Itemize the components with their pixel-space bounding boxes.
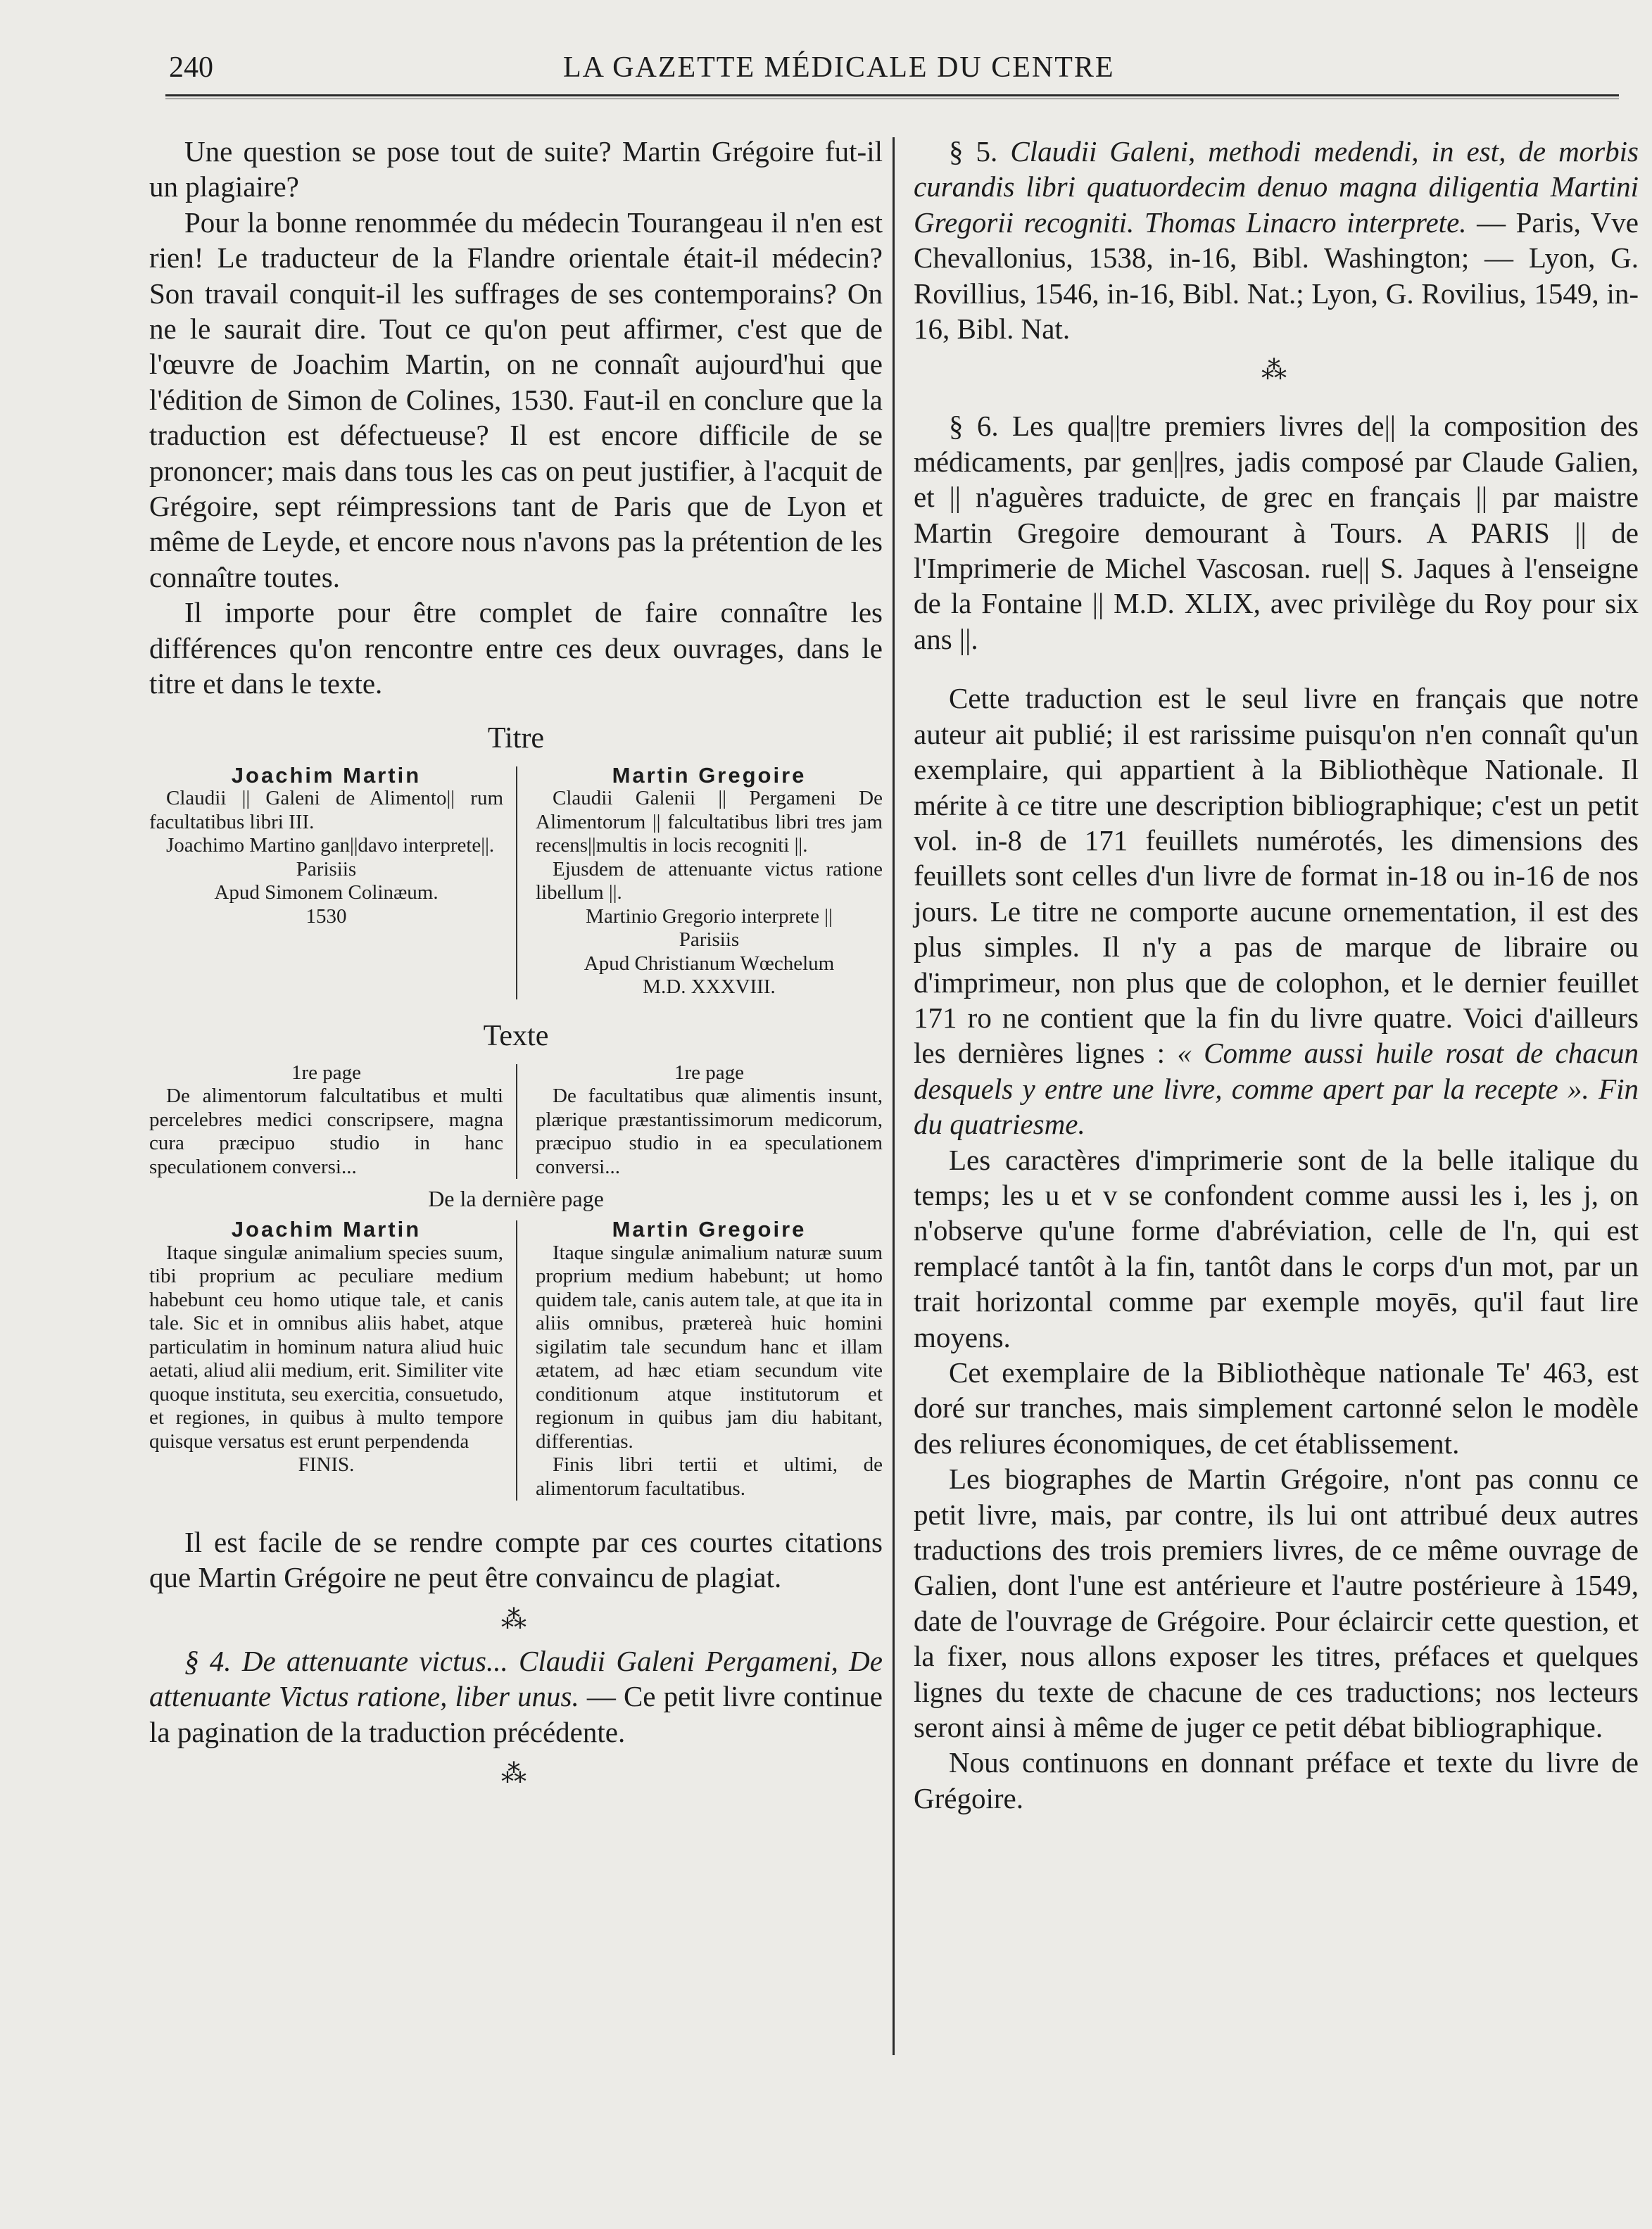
left-paragraph-5 (149, 1643, 883, 1750)
right-paragraph-2: § 6. Les qua||tre premiers livres de|| la composition des médicaments, par gen||res, jadis composé par Claude Galien, et || n'aguères traduicte, de grec en français || par maistre Martin Gregoire demourant à Tours. A PARIS || de l'Imprimerie de Michel Vascosan. rue|| S. Jaques à l'enseigne de la Fontaine || M.D. XLIX, avec privilège du Roy pour six ans ||. (914, 410, 1639, 655)
quotation-end: Fin du quatriesme. (914, 1072, 1639, 1141)
derniere-left-body: Itaque singulæ animalium species suum, tibi proprium ac peculiare medium habebunt ceu homo utique tale, et canis tale. Sic et in omnibus aliis habet, atque particulatim in hominum natura aliud huic aetati, aliud alii medium, erit. Similiter vite quoque instituta, seu exercitia, consuetudo, et regiones, in quibus à multo tempore quisque versatus est erunt perpendenda (149, 1241, 503, 1453)
derniere-heading: De la dernière page (428, 1186, 604, 1211)
section-4-text: — Ce petit livre continue la pagination de la traduction précédente. (149, 1680, 883, 1748)
left-paragraph-4: Il est facile de se rendre compte par ces courtes citations que Martin Grégoire ne peut être convaincu de plagiat. (149, 1526, 883, 1594)
titre-left-line-4: Apud Simonem Colinæum. (214, 881, 439, 904)
derniere-right-body: Itaque singulæ animalium naturæ suum proprium medium habebunt; ut homo quidem tale, canis autem tale, at que ita in aliis omnibus, prætereà huic homini sigilatim tale secundum hanc et illam ætatem, ad hæc etiam secundum vite conditionum atque institutorum et regionum in quibus jam diu habitant, differentias. (536, 1241, 883, 1453)
texte-right (516, 1061, 883, 1180)
right-paragraph-5: Cet exemplaire de la Bibliothèque nationale Te' 463, est doré sur tranches, mais simplement cartonné selon le modèle des reliures économiques, de cet établissement. (914, 1356, 1639, 1460)
section-4-title: § 4. De attenuante victus... Claudii Galeni Pergameni, De attenuante Victus ratione, liber unus. (149, 1644, 883, 1713)
left-paragraph-1: Une question se pose tout de suite? Martin Grégoire fut-il un plagiaire? (149, 135, 883, 203)
texte-comparison (149, 1061, 883, 1180)
right-paragraph-4: Les caractères d'imprimerie sont de la belle italique du temps; les u et v se confondent comme aussi les i, les j, on n'observe qu'une forme d'abréviation, celle de l'n, qui est remplacé tantôt à la fin, tantôt dans le corps d'un mot, par un trait horizontal comme par exemple moyēs, qu'il faut lire moyens. (914, 1143, 1639, 1353)
section-asterism: ⁂ (501, 1605, 531, 1634)
header-rule (165, 94, 1619, 96)
section-5-text: — Paris, Vve Chevallonius, 1538, in-16, Bibl. Washington; — Lyon, G. Rovillius, 1546, in-16, Bibl. Nat.; Lyon, G. Rovilius, 1549, in-16, Bibl. Nat. (914, 206, 1639, 346)
derniere-left-author: Joachim Martin (231, 1217, 422, 1242)
texte-right-body: De facultatibus quæ alimentis insunt, plærique præstantissimorum medicorum, præcipuo studio in ea speculationem conversi... (536, 1085, 883, 1178)
titre-right-line-6: M.D. XXXVIII. (643, 975, 776, 998)
texte-left-body: De alimentorum falcultatibus et multi percelebres medici conscripsere, magna cura præcipuo studio in hanc speculationem conversi... (149, 1085, 503, 1178)
texte-heading: Texte (483, 1019, 549, 1052)
titre-comparison (149, 764, 883, 999)
titre-heading: Titre (487, 721, 545, 754)
titre-left-author: Joachim Martin (231, 762, 422, 788)
titre-left-line-1: Claudii || Galeni de Alimento|| rum facultatibus libri III. (149, 787, 503, 833)
left-column (149, 134, 883, 1798)
right-column (914, 134, 1639, 1816)
texte-divider (516, 1064, 517, 1180)
titre-right (516, 764, 883, 999)
column-separator (893, 137, 895, 2055)
titre-left-line-3: Parisiis (296, 857, 357, 880)
right-paragraph-3 (914, 681, 1639, 1142)
derniere-right (516, 1218, 883, 1501)
derniere-right-author: Martin Gregoire (612, 1217, 807, 1242)
titre-right-author: Martin Gregoire (612, 762, 807, 788)
texte-right-page: 1re page (674, 1061, 745, 1084)
derniere-left-finis: FINIS. (298, 1453, 355, 1476)
quotation: « Comme aussi huile rosat de chacun desquels y entre une livre, comme apert par la recepte ». (914, 1037, 1639, 1105)
left-paragraph-3: Il importe pour être complet de faire connaître les différences qu'on rencontre entre ces deux ouvrages, dans le titre et dans le texte. (149, 596, 883, 700)
titre-left (149, 764, 516, 999)
titre-right-line-5: Apud Christianum Wœchelum (584, 952, 835, 975)
derniere-right-finis: Finis libri tertii et ultimi, de alimentorum facultatibus. (536, 1453, 883, 1500)
derniere-divider (516, 1220, 517, 1501)
right-paragraph-6: Les biographes de Martin Grégoire, n'ont pas connu ce petit livre, mais, par contre, ils lui ont attribué deux autres traductions des trois premiers livres, de ce même ouvrage de Galien, dont l'une est antérieure et l'autre postérieure à 1549, date de l'ouvrage de Grégoire. Pour éclaircir cette question, et la fixer, nous allons exposer les titres, préfaces et quelques lignes du texte de chacune de ces traductions; nos lecteurs seront ainsi à même de juger ce petit débat bibliographique. (914, 1463, 1639, 1744)
titre-divider (516, 766, 517, 999)
titre-left-line-2: Joachimo Martino gan||davo interprete||. (166, 834, 495, 857)
journal-title: LA GAZETTE MÉDICALE DU CENTRE (563, 51, 1115, 84)
left-paragraph-2: Pour la bonne renommée du médecin Tourangeau il n'en est rien! Le traducteur de la Flandre orientale était-il médecin? Son travail conquit-il les suffrages de ses contemporains? On ne le saurait dire. Tout ce qu'on peut affirmer, c'est que de l'œuvre de Joachim Martin, on ne connaît aujourd'hui que l'édition de Simon de Colines, 1530. Faut-il en conclure que la traduction est défectueuse? Il est encore difficile de se prononcer; mais dans tous les cas on peut justifier, à l'acquit de Grégoire, sept réimpressions tant de Paris que de Lyon et même de Leyde, et encore nous n'avons pas la prétention de les connaître toutes. (149, 206, 883, 593)
derniere-comparison (149, 1218, 883, 1501)
titre-right-line-4: Parisiis (679, 928, 740, 951)
titre-right-line-2: Ejusdem de attenuante victus ratione libellum ||. (536, 857, 883, 904)
derniere-left (149, 1218, 516, 1501)
titre-left-line-5: 1530 (305, 904, 347, 928)
section-5-mark: § 5. (949, 135, 998, 168)
section-5-title: Claudii Galeni, methodi medendi, in est, de morbis curandis libri quatuordecim denuo magna diligentia Martini Gregorii recogniti. Thomas Linacro interprete. (914, 135, 1639, 239)
description-text: Cette traduction est le seul livre en français que notre auteur ait publié; il est rarissime puisqu'on n'en connaît qu'un exemplaire, qui appartient à la Bibliothèque Nationale. Il mérite à ce titre une description bibliographique; c'est un petit vol. in-8 de 171 feuillets numérotés, les dimensions des feuillets sont celles d'un livre de format in-18 ou in-16 de nos jours. Le titre ne comporte aucune ornementation, il est des plus simples. Il n'y a pas de marque de libraire ou d'imprimeur, non plus que de colophon, et le dernier feuillet 171 ro ne contient que la fin du livre quatre. Voici d'ailleurs les dernières lignes : (914, 682, 1639, 1070)
right-paragraph-1 (914, 134, 1639, 346)
section-asterism-bottom: ⁂ (501, 1760, 531, 1788)
right-asterism: ⁂ (1261, 356, 1291, 385)
texte-left-page: 1re page (291, 1061, 362, 1084)
right-paragraph-7: Nous continuons en donnant préface et texte du livre de Grégoire. (914, 1746, 1639, 1814)
page-number: 240 (169, 51, 213, 84)
titre-right-line-3: Martinio Gregorio interprete || (586, 904, 833, 928)
titre-right-line-1: Claudii Galenii || Pergameni De Alimentorum || falcultatibus libri tres jam recens||multis in locis recogniti ||. (536, 787, 883, 857)
texte-left (149, 1061, 516, 1180)
